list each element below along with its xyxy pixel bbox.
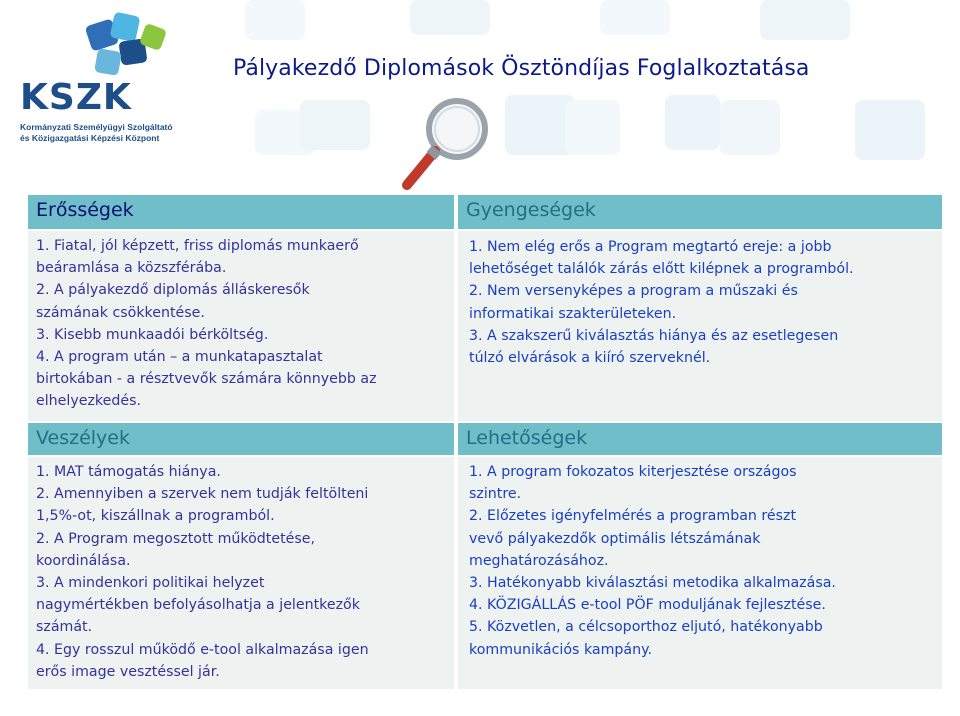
strengths-cell — [28, 195, 454, 421]
list-item: 3. A szakszerű kiválasztás hiánya és az esetlegesen — [469, 327, 839, 344]
list-item: számát. — [36, 619, 93, 636]
list-item: kommunikációs kampány. — [469, 641, 652, 658]
list-item: 5. Közvetlen, a célcsoporthoz eljutó, hatékonyabb — [469, 619, 823, 636]
list-item: 3. A mindenkori politikai helyzet — [36, 575, 265, 592]
list-item: 1. Fiatal, jól képzett, friss diplomás munkaerő — [36, 238, 359, 254]
list-item: 2. A pályakezdő diplomás álláskeresők — [36, 282, 310, 299]
list-item: 2. Nem versenyképes a program a műszaki és — [469, 283, 798, 300]
strengths-heading: Erősségek — [36, 199, 134, 221]
strengths-header — [28, 195, 454, 231]
magnifying-glass-icon — [395, 95, 495, 205]
list-item: 2. Előzetes igényfelmérés a programban részt — [469, 508, 797, 525]
list-item: 1,5%-ot, kiszállnak a programból. — [36, 508, 275, 525]
list-item: birtokában - a résztvevők számára könnyebb az — [36, 371, 377, 388]
list-item: túlzó elvárások a kiíró szerveknél. — [469, 350, 711, 367]
kszk-logo — [20, 77, 240, 144]
list-item: nagymértékben befolyásolhatja a jelentkezők — [36, 597, 360, 614]
logo-subtitle-line: Kormányzati Személyügyi Szolgáltató — [20, 122, 173, 132]
threats-header — [28, 423, 454, 457]
logo-subtitle-line: és Közigazgatási Képzési Központ — [20, 133, 160, 143]
list-item: 1. Nem elég erős a Program megtartó ereje: a jobb — [469, 239, 832, 255]
weaknesses-heading: Gyengeségek — [466, 199, 596, 221]
opportunities-heading: Lehetőségek — [466, 427, 588, 449]
opportunities-header — [458, 423, 942, 457]
logo-subtitle — [20, 122, 240, 144]
threats-cell — [28, 423, 454, 689]
list-item: elhelyezkedés. — [36, 393, 141, 410]
list-item: lehetőséget találók zárás előtt kilépnek a programból. — [469, 261, 854, 278]
list-item: 2. A Program megosztott működtetése, — [36, 530, 316, 547]
list-item: vevő pályakezdők optimális létszámának — [469, 530, 761, 547]
logo-name: KSZK — [20, 77, 132, 118]
opportunities-cell — [458, 423, 942, 689]
strengths-list — [36, 235, 377, 413]
list-item: informatikai szakterületeken. — [469, 305, 677, 322]
list-item: 1. A program fokozatos kiterjesztése országos — [469, 464, 797, 480]
list-item: koordinálása. — [36, 552, 131, 569]
threats-list — [36, 461, 369, 683]
list-item: meghatározásához. — [469, 552, 609, 569]
list-item: 1. MAT támogatás hiánya. — [36, 464, 221, 480]
threats-heading: Veszélyek — [36, 427, 130, 449]
list-item: 2. Amennyiben a szervek nem tudják feltölteni — [36, 486, 369, 503]
opportunities-list — [469, 461, 836, 661]
list-item: szintre. — [469, 486, 522, 503]
list-item: 4. KÖZIGÁLLÁS e-tool PÖF moduljának fejlesztése. — [469, 597, 826, 614]
list-item: beáramlása a közszférába. — [36, 260, 227, 277]
weaknesses-header — [458, 195, 942, 231]
list-item: számának csökkentése. — [36, 304, 205, 321]
list-item: 4. A program után – a munkatapasztalat — [36, 349, 323, 366]
weaknesses-list — [469, 236, 854, 369]
weaknesses-cell — [458, 195, 942, 421]
list-item: erős image vesztéssel jár. — [36, 663, 220, 680]
page-title: Pályakezdő Diplomások Ösztöndíjas Foglalkoztatása — [233, 56, 810, 81]
list-item: 3. Hatékonyabb kiválasztási metodika alkalmazása. — [469, 575, 836, 592]
list-item: 3. Kisebb munkaadói bérköltség. — [36, 326, 269, 343]
list-item: 4. Egy rosszul működő e-tool alkalmazása igen — [36, 641, 369, 658]
